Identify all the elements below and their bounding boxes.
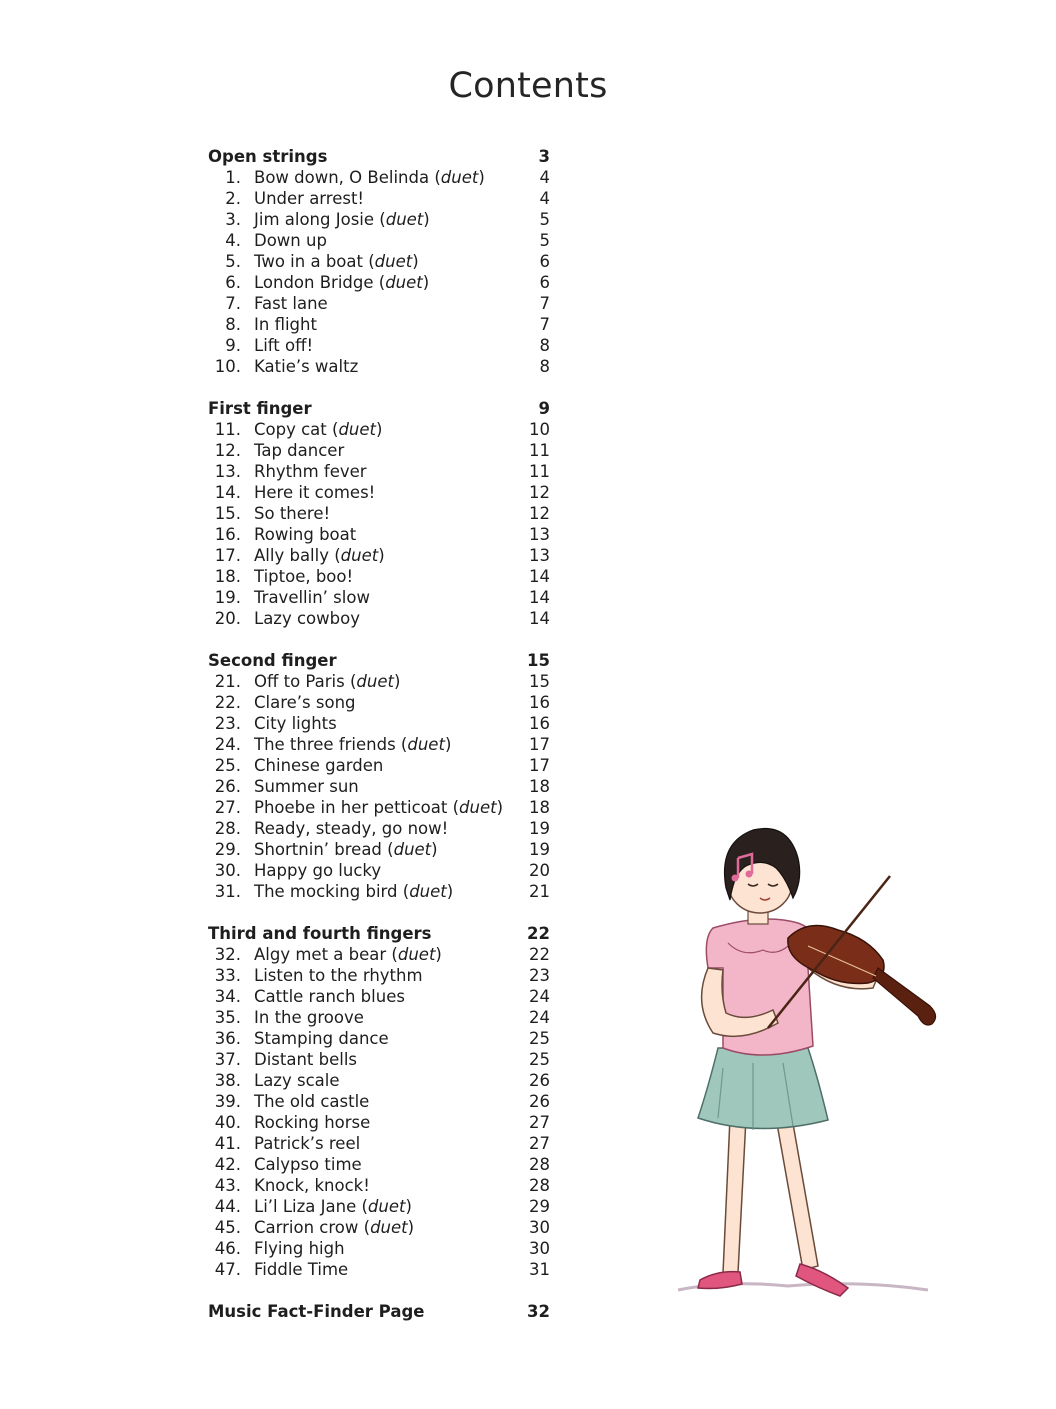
entry-number: 43. [214,1176,241,1195]
entry-title [254,1154,362,1175]
entry-title-text: Lift off! [254,336,314,355]
entry-title-text: In flight [254,315,317,334]
entry-title-text: Bow down, O Belinda [254,168,430,187]
entry-title [254,965,423,986]
entry-title-text: Algy met a bear [254,945,387,964]
entry-title [254,587,370,608]
entry-title-text: Chinese garden [254,756,384,775]
entry-page-number: 12 [529,483,550,502]
entry-title [254,1259,348,1280]
entry-title: Off to Paris (duet) [254,672,401,691]
entry-title-text: The old castle [254,1092,370,1111]
toc-entry [208,986,564,1007]
entry-page-number: 13 [529,546,550,565]
toc-entry [208,734,564,755]
toc-entry [208,713,564,734]
entry-number: 23. [214,714,241,733]
entry-page-number: 7 [539,315,550,334]
toc-entry [208,440,564,461]
entry-number: 5. [225,252,241,271]
toc-section [208,398,564,629]
entry-title-text: Clare’s song [254,693,356,712]
duet-marker: duet [356,672,394,691]
entry-number: 22. [214,693,241,712]
entry-number: 37. [214,1050,241,1069]
entry-number: 17. [214,546,241,565]
entry-title-text: Distant bells [254,1050,358,1069]
section-heading [208,146,564,167]
entry-title-text: Happy go lucky [254,861,382,880]
entry-title: The three friends (duet) [254,735,452,754]
entry-page-number: 24 [529,1008,550,1027]
entry-title [254,1007,364,1028]
entry-page-number: 19 [529,819,550,838]
entry-number: 38. [214,1071,241,1090]
entry-number: 12. [214,441,241,460]
toc-entry [208,818,564,839]
entry-title-text: Rowing boat [254,525,357,544]
toc-entry [208,881,564,902]
entry-title [254,461,367,482]
entry-title: Two in a boat (duet) [254,252,419,271]
toc-entry [208,566,564,587]
entry-title [254,986,405,1007]
entry-number: 6. [225,273,241,292]
entry-title-text: Tap dancer [254,441,345,460]
entry-page-number: 16 [529,714,550,733]
duet-marker: duet [385,273,423,292]
entry-number: 45. [214,1218,241,1237]
entry-title [254,713,337,734]
toc-entry [208,1154,564,1175]
toc-entry [208,608,564,629]
entry-page-number: 20 [529,861,550,880]
entry-number: 32. [214,945,241,964]
toc-entry [208,167,564,188]
toc-section [208,146,564,377]
entry-number: 27. [214,798,241,817]
entry-number: 3. [225,210,241,229]
toc-entry [208,797,564,818]
duet-marker: duet [370,1218,408,1237]
entry-title: Li’l Liza Jane (duet) [254,1197,412,1216]
entry-number: 34. [214,987,241,1006]
section-heading [208,650,564,671]
toc-entry [208,503,564,524]
entry-page-number: 26 [529,1071,550,1090]
entry-page-number: 8 [539,357,550,376]
entry-title-text: Tiptoe, boo! [254,567,354,586]
toc-entry [208,335,564,356]
section-page-number: 3 [538,147,550,166]
entry-title [254,860,381,881]
entry-page-number: 23 [529,966,550,985]
final-entry [208,1301,564,1322]
toc-entry [208,755,564,776]
entry-page-number: 6 [539,273,550,292]
entry-title-text: Shortnin’ bread [254,840,382,859]
entry-title [254,188,364,209]
table-of-contents [208,146,564,1322]
toc-entry [208,1049,564,1070]
entry-title-text: Patrick’s reel [254,1134,361,1153]
entry-title [254,524,356,545]
entry-page-number: 14 [529,609,550,628]
toc-entry [208,1259,564,1280]
entry-title-text: Travellin’ slow [254,588,370,607]
entry-page-number: 10 [529,420,550,439]
entry-title [254,482,375,503]
entry-page-number: 17 [529,756,550,775]
entry-number: 4. [225,231,241,250]
section-title: Second finger [208,651,337,670]
entry-title [254,755,383,776]
entry-number: 2. [225,189,241,208]
duet-marker: duet [407,735,445,754]
entry-title-text: Flying high [254,1239,345,1258]
entry-title [254,1175,370,1196]
entry-number: 11. [214,420,241,439]
entry-number: 39. [214,1092,241,1111]
entry-title-text: City lights [254,714,337,733]
entry-number: 20. [214,609,241,628]
entry-title: The mocking bird (duet) [254,882,454,901]
entry-title: Ally bally (duet) [254,546,385,565]
section-page-number: 9 [538,399,550,418]
entry-title-text: Down up [254,231,327,250]
duet-marker: duet [440,168,479,187]
toc-entry [208,1070,564,1091]
entry-page-number: 18 [529,798,550,817]
entry-number: 33. [214,966,241,985]
entry-page-number: 11 [529,441,550,460]
entry-title [254,293,328,314]
entry-title-text: Cattle ranch blues [254,987,405,1006]
entry-page-number: 14 [529,567,550,586]
entry-page-number: 25 [529,1050,550,1069]
entry-page-number: 22 [529,945,550,964]
entry-title [254,335,313,356]
entry-title: Bow down, O Belinda (duet) [254,168,485,187]
section-title: First finger [208,399,312,418]
entry-number: 28. [214,819,241,838]
entry-title-text: Listen to the rhythm [254,966,423,985]
entry-number: 1. [225,168,241,187]
entry-number: 26. [214,777,241,796]
entry-number: 14. [214,483,241,502]
section-title: Third and fourth fingers [208,924,432,943]
entry-page-number: 8 [539,336,550,355]
entry-title-text: Lazy scale [254,1071,340,1090]
section-page-number: 22 [527,924,550,943]
toc-entry [208,1133,564,1154]
toc-entry [208,251,564,272]
toc-entry [208,671,564,692]
entry-page-number: 17 [529,735,550,754]
entry-number: 16. [214,525,241,544]
entry-page-number: 28 [529,1176,550,1195]
entry-page-number: 24 [529,987,550,1006]
toc-entry [208,524,564,545]
entry-title-text: Off to Paris [254,672,345,691]
duet-marker: duet [459,798,497,817]
entry-number: 13. [214,462,241,481]
entry-page-number: 5 [539,231,550,250]
toc-entry [208,419,564,440]
entry-title-text: In the groove [254,1008,364,1027]
entry-number: 21. [214,672,241,691]
entry-title [254,692,356,713]
toc-entry [208,545,564,566]
entry-title [254,818,448,839]
entry-title [254,503,330,524]
entry-number: 24. [214,735,241,754]
section-page-number: 15 [527,651,550,670]
entry-title-text: Carrion crow [254,1218,359,1237]
duet-marker: duet [367,1197,406,1216]
toc-entry [208,860,564,881]
entry-number: 19. [214,588,241,607]
entry-page-number: 30 [529,1218,550,1237]
entry-title-text: Rocking horse [254,1113,371,1132]
entry-title [254,1049,357,1070]
entry-title-text: Fast lane [254,294,328,313]
entry-title-text: Ready, steady, go now! [254,819,449,838]
entry-title-text: Fiddle Time [254,1260,349,1279]
entry-number: 36. [214,1029,241,1048]
toc-section [208,923,564,1280]
entry-page-number: 29 [529,1197,550,1216]
entry-title-text: Lazy cowboy [254,609,360,628]
entry-title [254,776,359,797]
entry-title [254,1070,340,1091]
toc-entry [208,230,564,251]
toc-entry [208,839,564,860]
toc-entry [208,776,564,797]
entry-title: Phoebe in her petticoat (duet) [254,798,504,817]
duet-marker: duet [397,945,436,964]
duet-marker: duet [374,252,413,271]
entry-title-text: Li’l Liza Jane [254,1197,357,1216]
entry-number: 30. [214,861,241,880]
entry-number: 40. [214,1113,241,1132]
entry-title [254,1091,369,1112]
page-title: Contents [448,66,608,106]
entry-number: 42. [214,1155,241,1174]
entry-page-number: 30 [529,1239,550,1258]
entry-page-number: 28 [529,1155,550,1174]
entry-title [254,1238,345,1259]
entry-title [254,230,327,251]
toc-entry [208,1028,564,1049]
entry-title-text: Stamping dance [254,1029,389,1048]
entry-title-text: Knock, knock! [254,1176,370,1195]
entry-title: Algy met a bear (duet) [254,945,442,964]
entry-title-text: So there! [254,504,331,523]
entry-page-number: 19 [529,840,550,859]
entry-number: 18. [214,567,241,586]
entry-title-text: London Bridge [254,273,374,292]
entry-title [254,608,360,629]
entry-title [254,314,317,335]
toc-entry [208,482,564,503]
entry-number: 44. [214,1197,241,1216]
entry-page-number: 7 [539,294,550,313]
toc-entry [208,1175,564,1196]
entry-page-number: 5 [539,210,550,229]
duet-marker: duet [338,420,377,439]
entry-title [254,566,353,587]
toc-entry [208,314,564,335]
toc-entry [208,965,564,986]
final-entry-title: Music Fact-Finder Page [208,1302,425,1321]
entry-page-number: 14 [529,588,550,607]
entry-page-number: 31 [529,1260,550,1279]
entry-page-number: 16 [529,693,550,712]
violinist-girl-illustration [668,818,953,1298]
entry-title-text: Under arrest! [254,189,365,208]
entry-number: 25. [214,756,241,775]
entry-title-text: Two in a boat [254,252,363,271]
entry-page-number: 27 [529,1113,550,1132]
section-heading [208,398,564,419]
toc-entry [208,1196,564,1217]
toc-entry [208,1091,564,1112]
entry-title-text: Rhythm fever [254,462,367,481]
toc-entry [208,1007,564,1028]
toc-section [208,650,564,902]
entry-number: 10. [214,357,241,376]
entry-title-text: Phoebe in her petticoat [254,798,448,817]
entry-page-number: 11 [529,462,550,481]
toc-entry [208,1112,564,1133]
duet-marker: duet [340,546,379,565]
entry-number: 8. [225,315,241,334]
entry-number: 46. [214,1239,241,1258]
entry-title: Copy cat (duet) [254,420,383,439]
toc-entry [208,356,564,377]
entry-title: London Bridge (duet) [254,273,430,292]
entry-title: Carrion crow (duet) [254,1218,415,1237]
toc-entry [208,209,564,230]
entry-page-number: 12 [529,504,550,523]
entry-number: 29. [214,840,241,859]
toc-entry [208,587,564,608]
entry-page-number: 13 [529,525,550,544]
entry-number: 41. [214,1134,241,1153]
entry-title-text: Copy cat [254,420,327,439]
entry-title-text: The three friends [254,735,396,754]
entry-number: 7. [225,294,241,313]
entry-page-number: 21 [529,882,550,901]
entry-title-text: Katie’s waltz [254,357,359,376]
entry-title-text: Summer sun [254,777,359,796]
duet-marker: duet [409,882,447,901]
entry-number: 35. [214,1008,241,1027]
toc-entry [208,1238,564,1259]
entry-number: 47. [214,1260,241,1279]
entry-title-text: Jim along Josie [254,210,375,229]
entry-number: 15. [214,504,241,523]
entry-title-text: Calypso time [254,1155,362,1174]
toc-entry [208,1217,564,1238]
entry-title-text: Ally bally [254,546,329,565]
entry-number: 31. [214,882,241,901]
entry-title [254,1133,360,1154]
entry-page-number: 27 [529,1134,550,1153]
entry-title: Shortnin’ bread (duet) [254,840,438,859]
entry-title [254,1028,389,1049]
entry-title: Jim along Josie (duet) [254,210,430,229]
entry-page-number: 6 [539,252,550,271]
final-entry-page-number: 32 [527,1302,550,1321]
toc-entry [208,461,564,482]
section-title: Open strings [208,147,328,166]
entry-page-number: 15 [529,672,550,691]
toc-entry [208,272,564,293]
entry-page-number: 18 [529,777,550,796]
entry-title [254,440,344,461]
duet-marker: duet [385,210,424,229]
entry-page-number: 4 [539,168,550,187]
toc-entry [208,944,564,965]
entry-number: 9. [225,336,241,355]
toc-entry [208,293,564,314]
toc-entry [208,692,564,713]
entry-title-text: Here it comes! [254,483,376,502]
toc-entry [208,188,564,209]
entry-page-number: 4 [539,189,550,208]
entry-title [254,356,358,377]
entry-page-number: 25 [529,1029,550,1048]
duet-marker: duet [393,840,432,859]
entry-title [254,1112,370,1133]
entry-title-text: The mocking bird [254,882,398,901]
entry-page-number: 26 [529,1092,550,1111]
section-heading [208,923,564,944]
